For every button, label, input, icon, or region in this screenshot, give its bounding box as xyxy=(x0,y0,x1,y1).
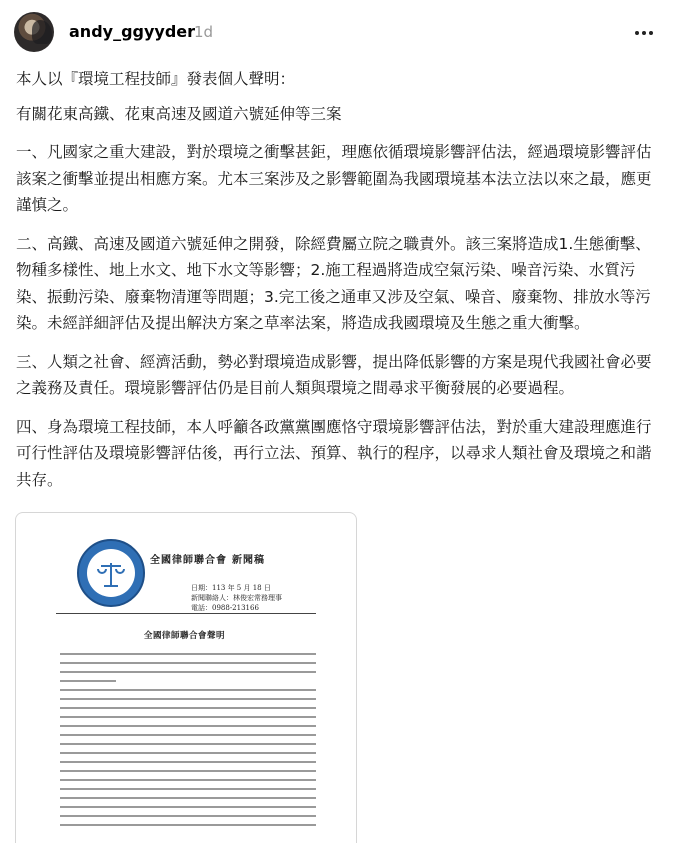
post-header xyxy=(0,0,688,66)
post-paragraph: 有關花東高鐵、花東高速及國道六號延伸等三案 xyxy=(16,104,342,123)
doc-release-label: 新聞稿 xyxy=(232,555,265,566)
press-release-document xyxy=(16,513,357,843)
avatar[interactable] xyxy=(14,12,54,52)
doc-statement-title: 全國律師聯合會聲明 xyxy=(144,631,226,641)
post-paragraph: 二、高鐵、高速及國道六號延伸之開發，除經費屬立院之職責外。該三案將造成1.生態衝擊、物種多樣性、地上水文、地下水文等影響；2.施工程過將造成空氣污染、噪音污染、水質污染、振動污染、廢棄物清運等問題；3.完工後之通車又涉及空氣、噪音、廢棄物、排放水等污染。未經詳細評估及提出解決方案之草率法案，將造成我國環境及生態之重大衝擊。 xyxy=(16,234,651,332)
doc-phone: 電話：0988-213166 xyxy=(191,604,259,612)
post-text xyxy=(16,66,661,505)
post-paragraph: 三、人類之社會、經濟活動，勢必對環境造成影響，提出降低影響的方案是現代我國社會必要之義務及責任。環境影響評估仍是目前人類與環境之間尋求平衡發展的必要過程。 xyxy=(16,352,652,397)
doc-body-text xyxy=(60,653,316,833)
doc-divider xyxy=(56,613,316,614)
post-paragraph: 四、身為環境工程技師，本人呼籲各政黨黨團應恪守環境影響評估法，對於重大建設理應進行可行性評估及環境影響評估後，再行立法、預算、執行的程序，以尋求人類社會及環境之和諧共存。 xyxy=(16,417,652,489)
doc-meta xyxy=(191,583,282,613)
attached-image[interactable] xyxy=(15,512,357,843)
post-paragraph: 一、凡國家之重大建設，對於環境之衝擊甚鉅，理應依循環境影響評估法，經過環境影響評估該案之衝擊並提出相應方案。尤本三案涉及之影響範圍為我國環境基本法立法以來之最，應更謹慎之。 xyxy=(16,143,652,214)
post-paragraph: 本人以『環境工程技師』發表個人聲明： xyxy=(16,70,296,88)
more-options-button[interactable] xyxy=(630,22,658,44)
username[interactable]: andy_ggyyder xyxy=(69,22,196,41)
doc-org-name: 全國律師聯合會 xyxy=(150,555,227,566)
doc-contact: 新聞聯絡人：林俊宏常務理事 xyxy=(191,594,282,602)
bar-association-seal-icon xyxy=(77,539,145,607)
doc-date: 日期：113 年 5 月 18 日 xyxy=(191,584,271,592)
more-horizontal-icon xyxy=(635,31,639,35)
timestamp[interactable]: 1d xyxy=(194,23,214,41)
